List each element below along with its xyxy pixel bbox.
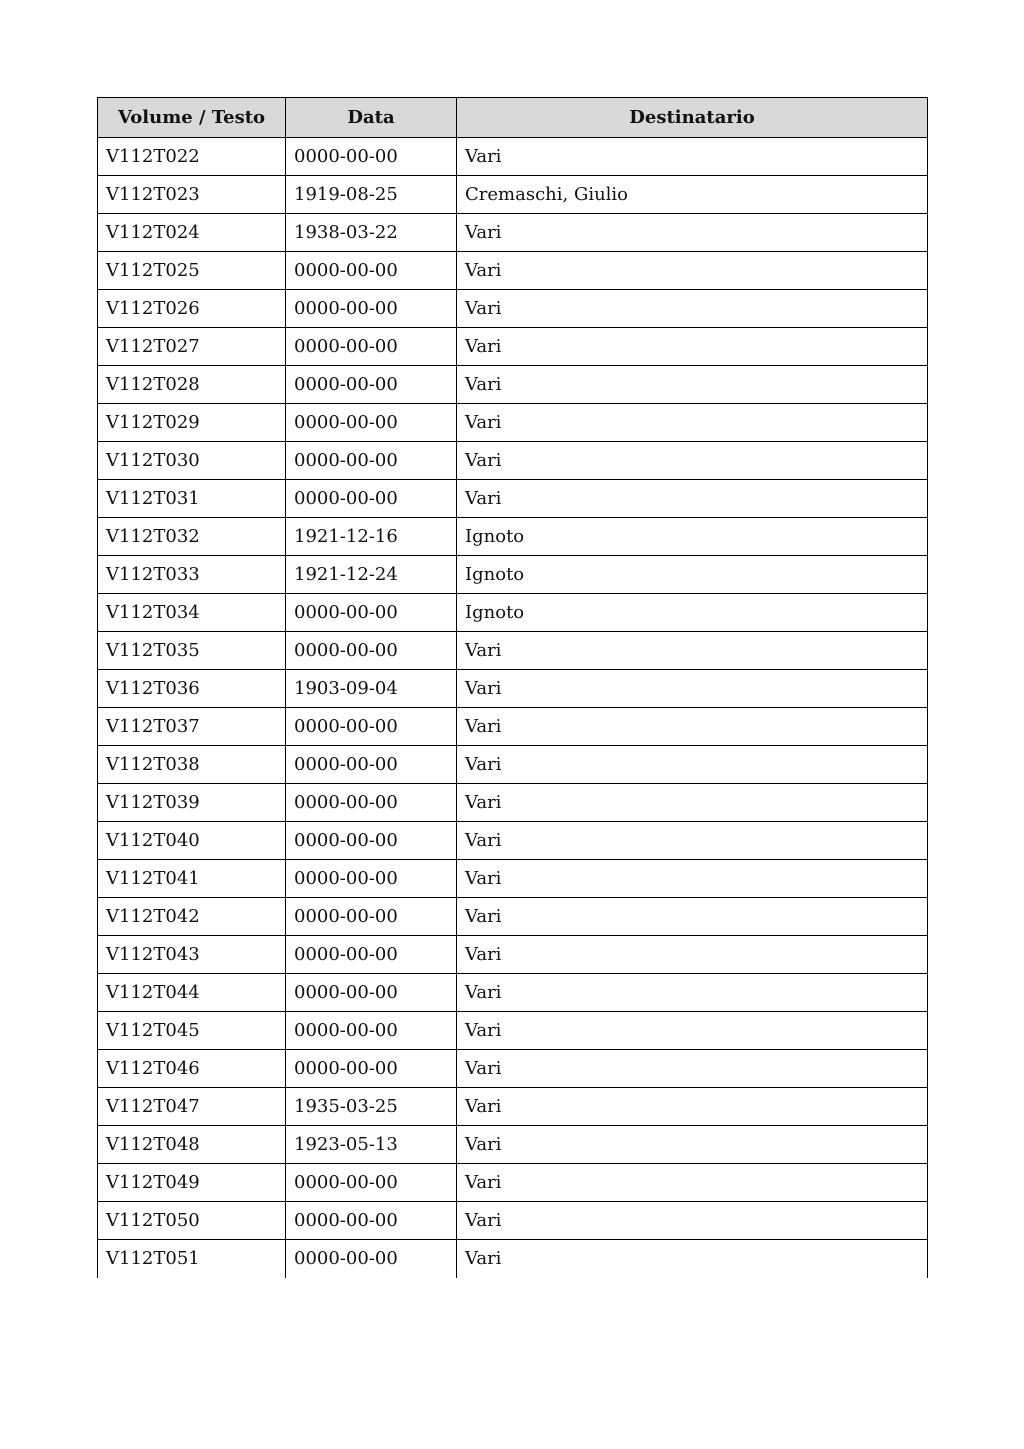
cell-volume-testo: V112T046 <box>98 1050 286 1088</box>
cell-destinatario: Vari <box>457 936 928 974</box>
cell-destinatario: Vari <box>457 1240 928 1278</box>
cell-destinatario: Ignoto <box>457 594 928 632</box>
table-row <box>98 480 928 518</box>
cell-destinatario: Vari <box>457 290 928 328</box>
table-row <box>98 1202 928 1240</box>
cell-volume-testo: V112T025 <box>98 252 286 290</box>
table-row <box>98 1240 928 1278</box>
column-header-data: Data <box>286 98 457 138</box>
cell-data: 0000-00-00 <box>286 974 457 1012</box>
cell-destinatario: Vari <box>457 1164 928 1202</box>
table-row <box>98 708 928 746</box>
cell-data: 1935-03-25 <box>286 1088 457 1126</box>
cell-volume-testo: V112T038 <box>98 746 286 784</box>
table-row <box>98 784 928 822</box>
table-row <box>98 860 928 898</box>
table-row <box>98 1164 928 1202</box>
table-row <box>98 974 928 1012</box>
cell-destinatario: Ignoto <box>457 556 928 594</box>
cell-destinatario: Vari <box>457 252 928 290</box>
cell-volume-testo: V112T027 <box>98 328 286 366</box>
cell-volume-testo: V112T044 <box>98 974 286 1012</box>
cell-destinatario: Vari <box>457 1050 928 1088</box>
cell-data: 0000-00-00 <box>286 1050 457 1088</box>
column-header-volume-testo: Volume / Testo <box>98 98 286 138</box>
cell-data: 0000-00-00 <box>286 1164 457 1202</box>
cell-volume-testo: V112T041 <box>98 860 286 898</box>
cell-volume-testo: V112T048 <box>98 1126 286 1164</box>
cell-data: 1921-12-16 <box>286 518 457 556</box>
table-row <box>98 366 928 404</box>
table-row <box>98 328 928 366</box>
cell-volume-testo: V112T026 <box>98 290 286 328</box>
table-row <box>98 632 928 670</box>
cell-volume-testo: V112T051 <box>98 1240 286 1278</box>
cell-volume-testo: V112T035 <box>98 632 286 670</box>
cell-volume-testo: V112T049 <box>98 1164 286 1202</box>
table-row <box>98 1012 928 1050</box>
table-row <box>98 822 928 860</box>
cell-data: 0000-00-00 <box>286 252 457 290</box>
cell-data: 0000-00-00 <box>286 366 457 404</box>
cell-destinatario: Ignoto <box>457 518 928 556</box>
cell-destinatario: Vari <box>457 480 928 518</box>
table-row <box>98 404 928 442</box>
cell-data: 0000-00-00 <box>286 860 457 898</box>
cell-volume-testo: V112T039 <box>98 784 286 822</box>
cell-volume-testo: V112T037 <box>98 708 286 746</box>
cell-volume-testo: V112T022 <box>98 138 286 176</box>
table-row <box>98 670 928 708</box>
cell-data: 0000-00-00 <box>286 442 457 480</box>
cell-data: 0000-00-00 <box>286 328 457 366</box>
table-row <box>98 176 928 214</box>
cell-data: 0000-00-00 <box>286 936 457 974</box>
table-row <box>98 1088 928 1126</box>
table-row <box>98 214 928 252</box>
cell-destinatario: Vari <box>457 138 928 176</box>
cell-volume-testo: V112T032 <box>98 518 286 556</box>
cell-data: 0000-00-00 <box>286 898 457 936</box>
cell-volume-testo: V112T042 <box>98 898 286 936</box>
cell-data: 0000-00-00 <box>286 138 457 176</box>
cell-destinatario: Vari <box>457 404 928 442</box>
cell-data: 0000-00-00 <box>286 632 457 670</box>
cell-data: 1921-12-24 <box>286 556 457 594</box>
letters-table <box>97 97 928 1278</box>
cell-destinatario: Vari <box>457 822 928 860</box>
cell-data: 1903-09-04 <box>286 670 457 708</box>
cell-volume-testo: V112T029 <box>98 404 286 442</box>
cell-destinatario: Vari <box>457 366 928 404</box>
cell-volume-testo: V112T033 <box>98 556 286 594</box>
table-row <box>98 1126 928 1164</box>
cell-destinatario: Cremaschi, Giulio <box>457 176 928 214</box>
cell-destinatario: Vari <box>457 1202 928 1240</box>
cell-data: 0000-00-00 <box>286 290 457 328</box>
cell-destinatario: Vari <box>457 328 928 366</box>
cell-destinatario: Vari <box>457 708 928 746</box>
cell-destinatario: Vari <box>457 784 928 822</box>
cell-volume-testo: V112T047 <box>98 1088 286 1126</box>
cell-data: 0000-00-00 <box>286 1202 457 1240</box>
cell-destinatario: Vari <box>457 214 928 252</box>
cell-volume-testo: V112T023 <box>98 176 286 214</box>
cell-destinatario: Vari <box>457 898 928 936</box>
column-header-destinatario: Destinatario <box>457 98 928 138</box>
table-row <box>98 1050 928 1088</box>
cell-destinatario: Vari <box>457 670 928 708</box>
cell-volume-testo: V112T036 <box>98 670 286 708</box>
cell-data: 0000-00-00 <box>286 708 457 746</box>
cell-volume-testo: V112T045 <box>98 1012 286 1050</box>
cell-destinatario: Vari <box>457 860 928 898</box>
cell-volume-testo: V112T031 <box>98 480 286 518</box>
cell-volume-testo: V112T030 <box>98 442 286 480</box>
table-row <box>98 594 928 632</box>
table-header-row <box>98 98 928 138</box>
cell-data: 0000-00-00 <box>286 594 457 632</box>
cell-data: 1919-08-25 <box>286 176 457 214</box>
cell-data: 0000-00-00 <box>286 480 457 518</box>
cell-destinatario: Vari <box>457 974 928 1012</box>
cell-data: 0000-00-00 <box>286 404 457 442</box>
cell-volume-testo: V112T034 <box>98 594 286 632</box>
cell-volume-testo: V112T040 <box>98 822 286 860</box>
cell-data: 0000-00-00 <box>286 1012 457 1050</box>
table-row <box>98 556 928 594</box>
cell-data: 0000-00-00 <box>286 746 457 784</box>
table-row <box>98 746 928 784</box>
cell-destinatario: Vari <box>457 746 928 784</box>
cell-volume-testo: V112T028 <box>98 366 286 404</box>
cell-destinatario: Vari <box>457 1126 928 1164</box>
cell-destinatario: Vari <box>457 442 928 480</box>
table-row <box>98 290 928 328</box>
cell-data: 0000-00-00 <box>286 1240 457 1278</box>
cell-volume-testo: V112T043 <box>98 936 286 974</box>
cell-data: 0000-00-00 <box>286 784 457 822</box>
table-row <box>98 898 928 936</box>
cell-volume-testo: V112T024 <box>98 214 286 252</box>
cell-destinatario: Vari <box>457 1088 928 1126</box>
table-row <box>98 442 928 480</box>
table-body <box>98 138 928 1278</box>
table-row <box>98 936 928 974</box>
cell-data: 1923-05-13 <box>286 1126 457 1164</box>
cell-data: 1938-03-22 <box>286 214 457 252</box>
cell-data: 0000-00-00 <box>286 822 457 860</box>
cell-destinatario: Vari <box>457 632 928 670</box>
cell-volume-testo: V112T050 <box>98 1202 286 1240</box>
table-row <box>98 518 928 556</box>
table-row <box>98 252 928 290</box>
cell-destinatario: Vari <box>457 1012 928 1050</box>
table-row <box>98 138 928 176</box>
